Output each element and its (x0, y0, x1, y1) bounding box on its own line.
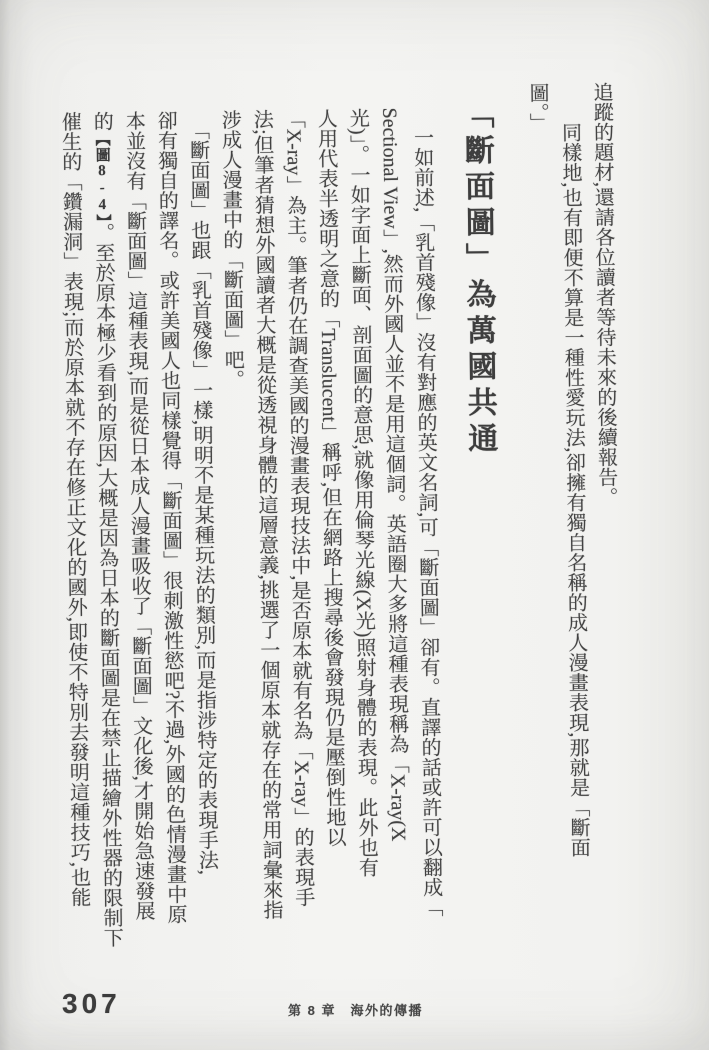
body-column-4: 人用代表半透明之意的「Translucent」稱呼,但在網路上搜尋後會發現仍是壓倒性地以 (314, 108, 346, 848)
body-column-9: 卻有獨自的譯名。或許美國人也同樣覺得「斷面圖」很刺激性慾吧?不過,外國的色情漫畫中原 (154, 110, 187, 925)
body-column-12: 催生的「鑽漏洞」表現;而於原本就不存在修正文化的國外,即使不特別去發明這種技巧,也能 (58, 111, 90, 908)
page-number: 307 (62, 988, 121, 1019)
body-column-3: 光)」。一如字面上斷面、剖面圖的意思,就像用倫琴光線(X光)照射身體的表現。此外也有 (346, 107, 378, 878)
body-column-6: 法;但筆者猜想外國讀者大概是從透視身體的這層意義,挑選了一個原本就存在的常用詞彙來指 (250, 108, 283, 920)
chapter-footer: 第 8 章 海外的傳播 (288, 1003, 423, 1018)
body-column-2: Sectional View」,然而外國人並不是用這個詞。英語圈大多將這種表現稱為「X-ray(X (378, 107, 410, 842)
body-text (53, 107, 447, 948)
body-column-8: 「斷面圖」也跟「乳首殘像」一樣,明明不是某種玩法的類別,而是指涉特定的表現手法, (186, 109, 218, 875)
section-heading: 「斷面圖」為萬國共通 (459, 98, 497, 459)
figure-column-post: 。至於原本極少看到的原因,大概是因為日本的斷面圖是在禁止描繪外性器的限制下 (91, 222, 123, 948)
body-column-10: 本並沒有「斷面圖」這種表現,而是從日本成人漫畫吸收了「斷面圖」文化後,才開始急速發展 (122, 110, 155, 921)
figure-reference: 【圖8-4】 (93, 130, 111, 223)
intro-column-1: 追蹤的題材,還請各位讀者等待未來的後續報告。 (589, 81, 618, 508)
body-column-1: 一如前述,「乳首殘像」沒有對應的英文名詞,可「斷面圖」卻有。直譯的話或許可以翻成「 (410, 107, 443, 918)
intro-paragraphs (521, 82, 626, 858)
intro-column-3: 圖。」 (525, 82, 549, 133)
body-column-7: 涉成人漫畫中的「斷面圖」吧。 (218, 109, 244, 390)
body-column-5: 「X-ray」為主。筆者仍在調查美國的漫畫表現技法中,是否原本就有名為「X-ray」的表現手 (282, 108, 314, 908)
intro-column-2: 同樣地,也有即便不算是一種性愛玩法,卻擁有獨自名稱的成人漫畫表現,那就是「斷面 (557, 82, 590, 858)
figure-column-pre: 的 (90, 110, 113, 132)
